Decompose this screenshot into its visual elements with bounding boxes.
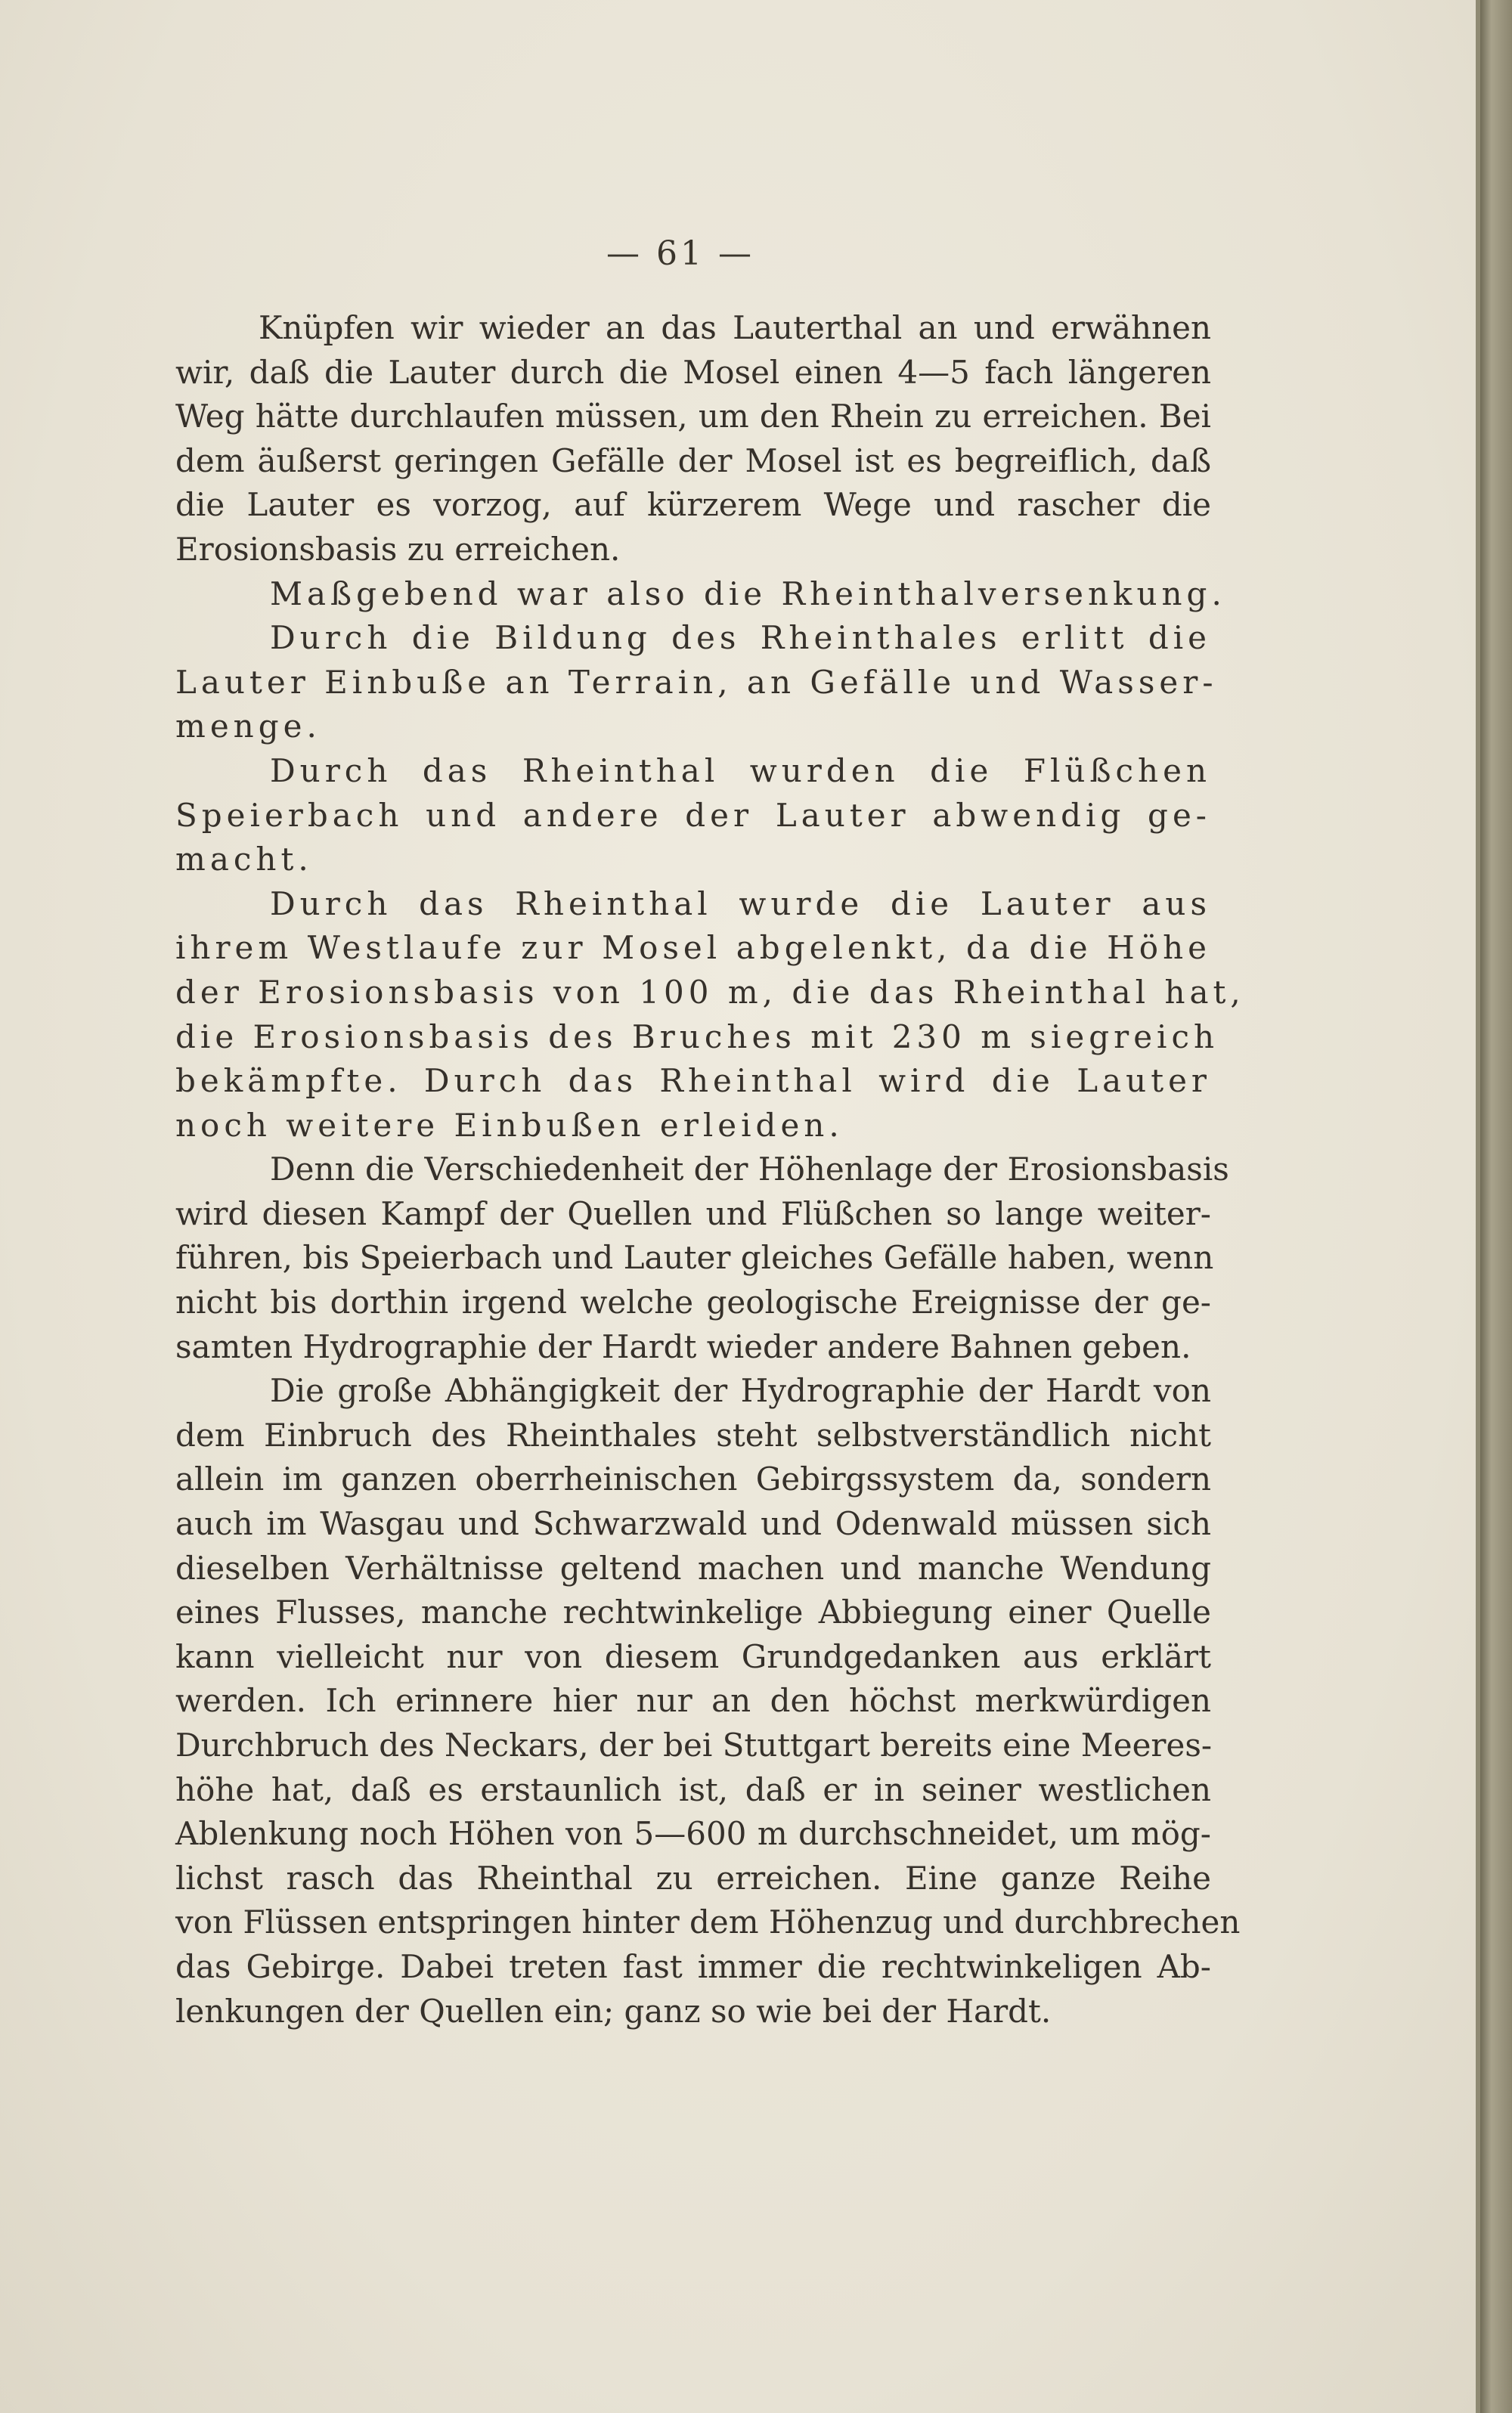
paragraph xyxy=(175,749,1211,882)
text-line: das Gebirge. Dabei treten fast immer die rechtwinkeligen Ab- xyxy=(175,1947,1211,1985)
text-line: samten Hydrographie der Hardt wieder andere Bahnen geben. xyxy=(175,1327,1191,1365)
text-line: dieselben Verhältnisse geltend machen und manche Wendung xyxy=(175,1549,1211,1587)
text-line: lenkungen der Quellen ein; ganz so wie bei der Hardt. xyxy=(175,1992,1052,2030)
text-line: Durchbruch des Neckars, der bei Stuttgart bereits eine Meeres- xyxy=(175,1727,1213,1764)
text-line: führen, bis Speierbach und Lauter gleiches Gefälle haben, wenn xyxy=(175,1239,1214,1277)
text-line: auch im Wasgau und Schwarzwald und Odenwald müssen sich xyxy=(175,1505,1211,1543)
paragraph xyxy=(175,572,1226,617)
paragraph xyxy=(175,616,1218,749)
text-line: der Erosionsbasis von 100 m, die das Rheinthal hat, xyxy=(175,973,1245,1011)
page-number: — 61 — xyxy=(606,234,754,273)
book-spine xyxy=(1480,0,1512,2413)
text-line: ihrem Westlaufe zur Mosel abgelenkt, da die Höhe xyxy=(175,929,1211,967)
paragraph xyxy=(175,306,1211,572)
text-line: Durch die Bildung des Rheinthales erlitt die xyxy=(270,619,1211,657)
text-line: wir, daß die Lauter durch die Mosel einen 4—5 fach längeren xyxy=(175,353,1211,391)
paragraph xyxy=(175,1369,1241,2034)
text-line: macht. xyxy=(175,841,313,878)
text-line: bekämpfte. Durch das Rheinthal wird die Lauter xyxy=(175,1062,1211,1100)
paragraph xyxy=(175,882,1245,1148)
text-line: Maßgebend war also die Rheinthalversenkung. xyxy=(270,575,1226,612)
text-line: höhe hat, daß es erstaunlich ist, daß er in seiner westlichen xyxy=(175,1770,1211,1808)
text-line: von Flüssen entspringen hinter dem Höhenzug und durchbrechen xyxy=(175,1903,1241,1941)
text-line: Erosionsbasis zu erreichen. xyxy=(175,530,621,568)
text-line: kann vielleicht nur von diesem Grundgedanken aus erklärt xyxy=(175,1637,1211,1675)
body-text xyxy=(175,306,1245,2034)
text-line: die Lauter es vorzog, auf kürzerem Wege und rascher die xyxy=(175,486,1211,524)
text-line: Knüpfen wir wieder an das Lauterthal an und erwähnen xyxy=(259,309,1211,346)
text-line: Die große Abhängigkeit der Hydrographie der Hardt von xyxy=(270,1372,1211,1410)
text-line: werden. Ich erinnere hier nur an den höchst merkwürdigen xyxy=(175,1682,1211,1720)
text-line: Ablenkung noch Höhen von 5—600 m durchschneidet, um mög- xyxy=(175,1815,1211,1853)
text-line: Denn die Verschiedenheit der Höhenlage der Erosionsbasis xyxy=(270,1151,1229,1188)
text-line: dem Einbruch des Rheinthales steht selbstverständlich nicht xyxy=(175,1416,1211,1454)
text-line: wird diesen Kampf der Quellen und Flüßchen so lange weiter- xyxy=(175,1194,1211,1232)
text-line: Durch das Rheinthal wurde die Lauter aus xyxy=(270,884,1211,922)
text-line: Durch das Rheinthal wurden die Flüßchen xyxy=(270,751,1211,789)
text-line: Speierbach und andere der Lauter abwendig ge- xyxy=(175,796,1211,834)
text-line: Lauter Einbuße an Terrain, an Gefälle und Wasser- xyxy=(175,663,1218,701)
text-line: nicht bis dorthin irgend welche geologische Ereignisse der ge- xyxy=(175,1284,1211,1321)
text-line: dem äußerst geringen Gefälle der Mosel ist es begreiflich, daß xyxy=(175,441,1211,479)
text-line: die Erosionsbasis des Bruches mit 230 m siegreich xyxy=(175,1018,1219,1055)
text-line: menge. xyxy=(175,708,321,745)
text-line: allein im ganzen oberrheinischen Gebirgssystem da, sondern xyxy=(175,1460,1211,1498)
text-line: eines Flusses, manche rechtwinkelige Abbiegung einer Quelle xyxy=(175,1594,1211,1631)
text-line: Weg hätte durchlaufen müssen, um den Rhein zu erreichen. Bei xyxy=(175,398,1211,435)
paragraph xyxy=(175,1148,1229,1369)
text-line: noch weitere Einbußen erleiden. xyxy=(175,1106,844,1144)
text-line: lichst rasch das Rheinthal zu erreichen. Eine ganze Reihe xyxy=(175,1859,1211,1897)
